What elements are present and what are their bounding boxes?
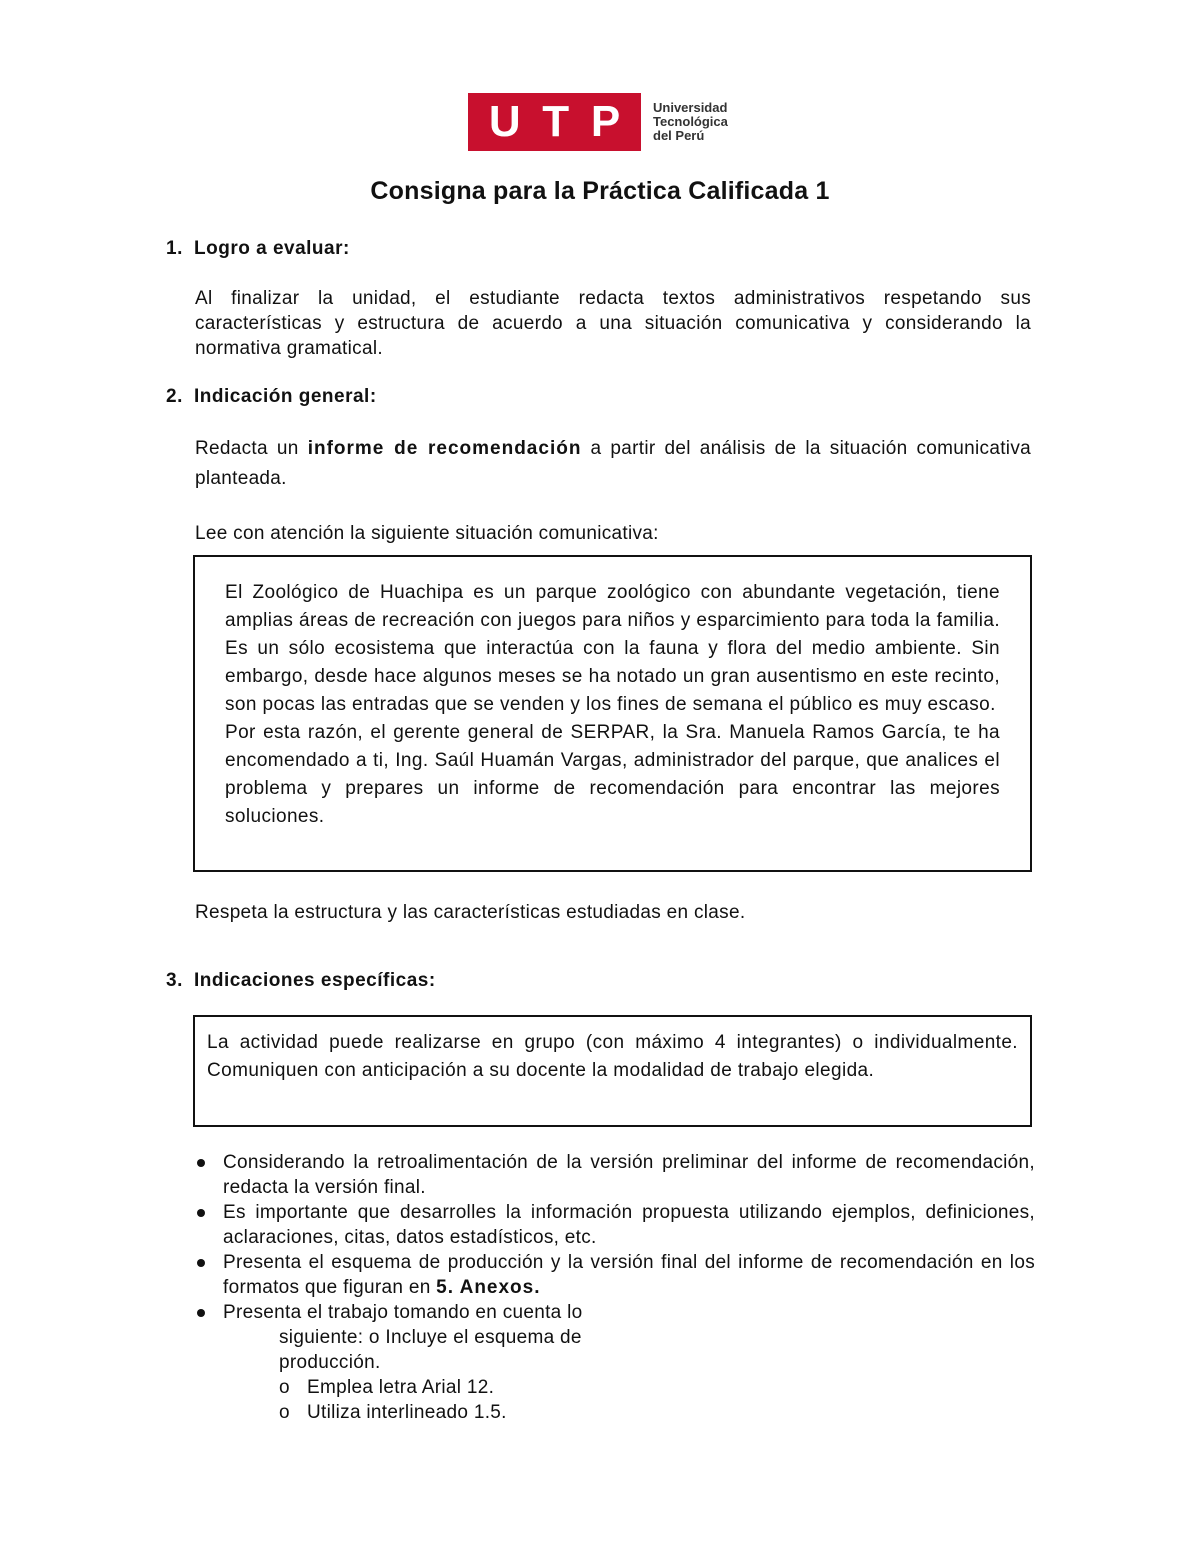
bullet-4-line-1: Presenta el trabajo tomando en cuenta lo xyxy=(223,1302,583,1323)
activity-text: La actividad puede realizarse en grupo (con máximo 4 integrantes) o individualmente. Comuniquen con anticipación a su docente la modalidad de trabajo elegida. xyxy=(207,1032,1018,1081)
instructions-list xyxy=(195,1150,1035,1425)
section-3-title: Indicaciones específicas: xyxy=(194,970,436,991)
bullet-icon xyxy=(197,1159,205,1167)
bullet-icon xyxy=(197,1309,205,1317)
logo-letter-u: U xyxy=(488,97,521,146)
section-1-number: 1. xyxy=(166,238,183,259)
section-1-heading xyxy=(166,238,350,260)
section-2-title: Indicación general: xyxy=(194,386,377,407)
logo-letter-t: T xyxy=(542,97,570,146)
bullet-4-line-2: siguiente: o Incluye el esquema de xyxy=(279,1327,582,1348)
section-3-number: 3. xyxy=(166,970,183,991)
page-title: Consigna para la Práctica Calificada 1 xyxy=(370,177,830,205)
sub-item xyxy=(195,1375,1035,1400)
section-2-heading xyxy=(166,386,377,408)
logo-line-3: del Perú xyxy=(653,128,705,143)
section-3-heading xyxy=(166,970,436,992)
bullet-3-text: Presenta el esquema de producción y la versión final del informe de recomendación en los formatos que figuran en xyxy=(223,1252,1035,1298)
bullet-icon xyxy=(197,1259,205,1267)
list-item xyxy=(195,1300,1035,1325)
logo-line-2: Tecnológica xyxy=(653,114,728,129)
sub-bullet-icon: o xyxy=(279,1402,290,1423)
section-2-closing: Respeta la estructura y las características estudiadas en clase. xyxy=(195,902,746,923)
logo-letter-p: P xyxy=(590,97,621,146)
sub-bullet-icon: o xyxy=(279,1377,290,1398)
sub-item xyxy=(195,1400,1035,1425)
read-prompt: Lee con atención la siguiente situación comunicativa: xyxy=(195,523,659,544)
section-1-title: Logro a evaluar: xyxy=(194,238,350,259)
sub-item-2-text: Utiliza interlineado 1.5. xyxy=(307,1402,507,1423)
bullet-3-bold: 5. Anexos. xyxy=(436,1277,541,1298)
situation-paragraph-2: Por esta razón, el gerente general de SERPAR, la Sra. Manuela Ramos García, te ha encomendado a ti, Ing. Saúl Huamán Vargas, administrador del parque, que analices el problema y prepares un informe de recomendación para encontrar las mejores soluciones. xyxy=(225,722,1000,827)
list-item xyxy=(195,1200,1035,1250)
bullet-1-text: Considerando la retroalimentación de la versión preliminar del informe de recomendación, redacta la versión final. xyxy=(223,1152,1035,1198)
bullet-4-line-3: producción. xyxy=(279,1352,381,1373)
situation-paragraph-1: El Zoológico de Huachipa es un parque zoológico con abundante vegetación, tiene amplias áreas de recreación con juegos para niños y esparcimiento para toda la familia. Es un sólo ecosistema que interactúa con la fauna y flora del medio ambiente. Sin embargo, desde hace algunos meses se ha notado un gran ausentismo en este recinto, son pocas las entradas que se venden y los fines de semana el público es muy escaso. xyxy=(225,582,1000,715)
section-2-intro xyxy=(195,434,1031,494)
list-item xyxy=(195,1250,1035,1300)
bullet-icon xyxy=(197,1209,205,1217)
section-1-text: Al finalizar la unidad, el estudiante redacta textos administrativos respetando sus características y estructura de acuerdo a una situación comunicativa y considerando la normativa gramatical. xyxy=(195,288,1031,359)
section-2-number: 2. xyxy=(166,386,183,407)
sub-item-1-text: Emplea letra Arial 12. xyxy=(307,1377,495,1398)
utp-logo xyxy=(468,93,728,151)
utp-logo-mark xyxy=(468,93,641,151)
list-item xyxy=(195,1150,1035,1200)
intro-pre: Redacta un xyxy=(195,438,299,459)
intro-bold: informe de recomendación xyxy=(307,438,582,459)
logo-line-1: Universidad xyxy=(653,100,728,115)
activity-box xyxy=(193,1015,1032,1127)
situation-box xyxy=(193,555,1032,872)
utp-logo-wordmark xyxy=(653,101,728,143)
intro-post: a partir del análisis de la situación comunicativa planteada. xyxy=(195,438,1031,489)
bullet-2-text: Es importante que desarrolles la información propuesta utilizando ejemplos, definiciones, aclaraciones, citas, datos estadísticos, etc. xyxy=(223,1202,1035,1248)
